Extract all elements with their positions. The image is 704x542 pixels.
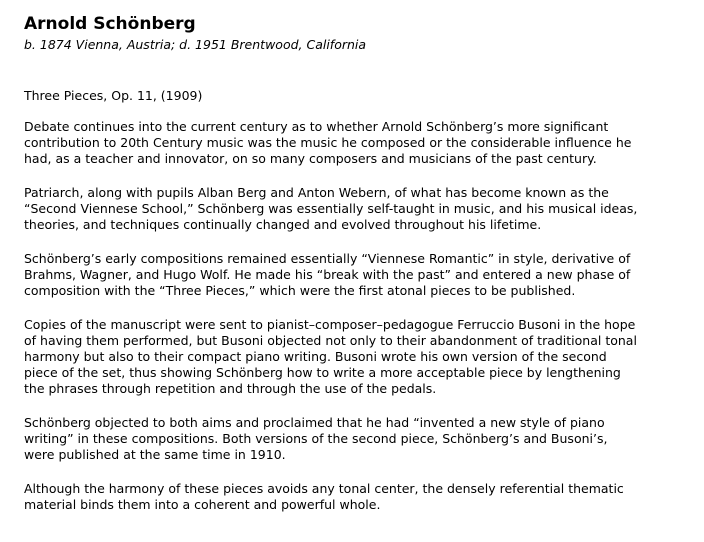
text-line: Although the harmony of these pieces avoids any tonal center, the densely referential thematic (24, 481, 624, 496)
text-line: “Second Viennese School,” Schönberg was essentially self-taught in music, and his musical ideas, (24, 201, 638, 216)
paragraph (24, 481, 700, 513)
composer-life-dates: b. 1874 Vienna, Austria; d. 1951 Brentwood, California (24, 37, 367, 52)
biography-text (24, 119, 700, 513)
paragraph (24, 185, 700, 233)
text-line: Schönberg objected to both aims and proclaimed that he had “invented a new style of piano (24, 415, 605, 430)
text-line: Patriarch, along with pupils Alban Berg and Anton Webern, of what has become known as the (24, 185, 609, 200)
work-title: Three Pieces, Op. 11, (1909) (24, 88, 203, 103)
text-line: Brahms, Wagner, and Hugo Wolf. He made his “break with the past” and entered a new phase of (24, 267, 631, 282)
text-line: writing” in these compositions. Both versions of the second piece, Schönberg’s and Busoni’s, (24, 431, 608, 446)
text-line: composition with the “Three Pieces,” which were the first atonal pieces to be published. (24, 283, 576, 298)
text-line: contribution to 20th Century music was the music he composed or the considerable influence he (24, 135, 632, 150)
paragraph (24, 251, 700, 299)
text-line: piece of the set, thus showing Schönberg how to write a more acceptable piece by lengthening (24, 365, 621, 380)
paragraph (24, 317, 700, 397)
text-line: the phrases through repetition and through the use of the pedals. (24, 381, 437, 396)
text-line: had, as a teacher and innovator, on so many composers and musicians of the past century. (24, 151, 597, 166)
text-line: material binds them into a coherent and powerful whole. (24, 497, 381, 512)
text-line: Schönberg’s early compositions remained essentially “Viennese Romantic” in style, derivative of (24, 251, 631, 266)
paragraph (24, 119, 700, 167)
text-line: of having them performed, but Busoni objected not only to their abandonment of traditional tonal (24, 333, 637, 348)
composer-name: Arnold Schönberg (24, 14, 196, 34)
text-line: theories, and techniques continually changed and evolved throughout his lifetime. (24, 217, 542, 232)
text-line: Copies of the manuscript were sent to pianist–composer–pedagogue Ferruccio Busoni in the hope (24, 317, 636, 332)
paragraph (24, 415, 700, 463)
text-line: Debate continues into the current century as to whether Arnold Schönberg’s more significant (24, 119, 609, 134)
text-line: harmony but also to their compact piano writing. Busoni wrote his own version of the second (24, 349, 607, 364)
text-line: were published at the same time in 1910. (24, 447, 286, 462)
